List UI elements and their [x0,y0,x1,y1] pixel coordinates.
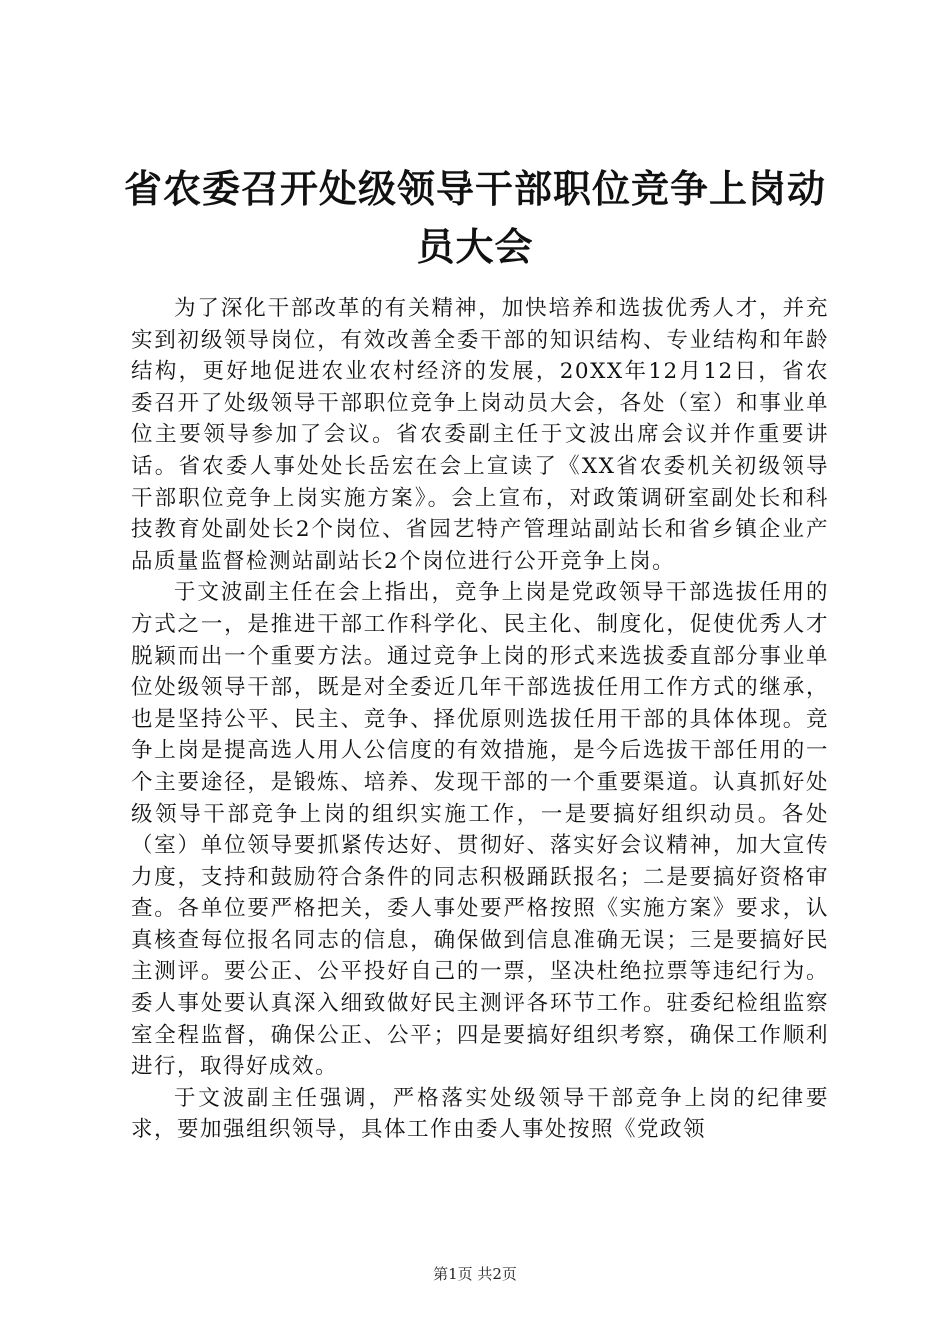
paragraph-2: 于文波副主任在会上指出，竞争上岗是党政领导干部选拔任用的方式之一，是推进干部工作科学化、民主化、制度化，促使优秀人才脱颖而出一个重要方法。通过竞争上岗的形式来选拔委直部分事业单位处级领导干部，既是对全委近几年干部选拔任用工作方式的继承，也是坚持公平、民主、竞争、择优原则选拔任用干部的具体体现。竞争上岗是提高选人用人公信度的有效措施，是今后选拔干部任用的一个主要途径，是锻炼、培养、发现干部的一个重要渠道。认真抓好处级领导干部竞争上岗的组织实施工作，一是要搞好组织动员。各处（室）单位领导要抓紧传达好、贯彻好、落实好会议精神，加大宣传力度，支持和鼓励符合条件的同志积极踊跃报名；二是要搞好资格审查。各单位要严格把关，委人事处要严格按照《实施方案》要求，认真核查每位报名同志的信息，确保做到信息准确无误；三是要搞好民主测评。要公正、公平投好自己的一票，坚决杜绝拉票等违纪行为。委人事处要认真深入细致做好民主测评各环节工作。驻委纪检组监察室全程监督，确保公正、公平；四是要搞好组织考察，确保工作顺利进行，取得好成效。 [131,580,829,1080]
paragraph-1: 为了深化干部改革的有关精神，加快培养和选拔优秀人才，并充实到初级领导岗位，有效改善全委干部的知识结构、专业结构和年龄结构，更好地促进农业农村经济的发展，20XX年12月12日，省农委召开了处级领导干部职位竞争上岗动员大会，各处（室）和事业单位主要领导参加了会议。省农委副主任于文波出席会议并作重要讲话。省农委人事处处长岳宏在会上宣读了《XX省农委机关初级领导干部职位竞争上岗实施方案》。会上宣布，对政策调研室副处长和科技教育处副处长2个岗位、省园艺特产管理站副站长和省乡镇企业产品质量监督检测站副站长2个岗位进行公开竞争上岗。 [131,296,829,574]
page-footer: 第1页 共2页 [433,1265,517,1283]
document-title: 省农委召开处级领导干部职位竞争上岗动员大会 [123,166,826,269]
document-body [131,293,829,1146]
paragraph-3: 于文波副主任强调，严格落实处级领导干部竞争上岗的纪律要求，要加强组织领导，具体工作由委人事处按照《党政领 [131,1085,829,1143]
